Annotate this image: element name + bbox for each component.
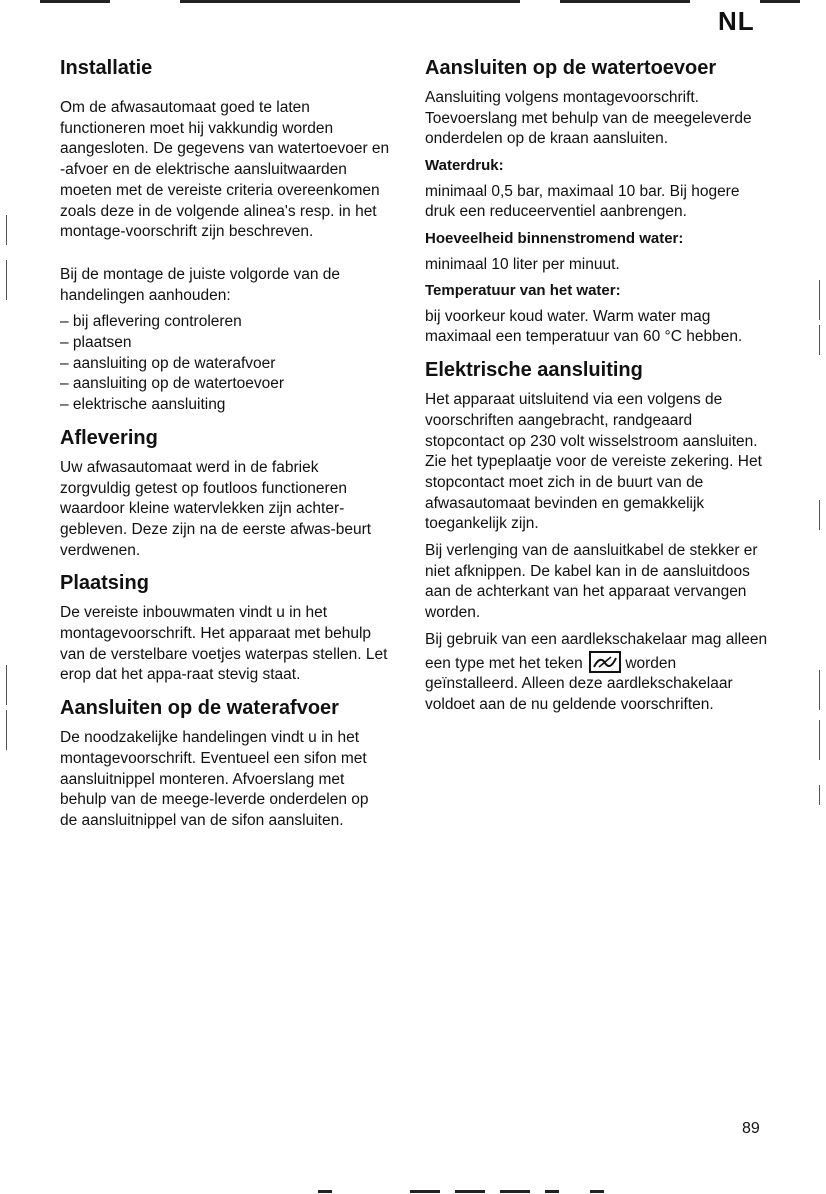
- scan-rule: [455, 1190, 485, 1193]
- list-item: – bij aflevering controleren: [60, 313, 242, 331]
- aflevering-heading: Aflevering: [60, 426, 158, 449]
- elektrisch-paragraph-1: Het apparaat uitsluitend via een volgens de voorschriften aangebracht, randgeaard stopcontact op 230 volt wisselstroom aansluiten. Zie het typeplaatje voor de vereiste zekering. Het stopcontact moet zich in de buurt van de afwasautomaat bevinden en gemakkelijk toegankelijk zijn.: [425, 391, 762, 533]
- scan-rule: [410, 1190, 440, 1193]
- installatie-paragraph: Om de afwasautomaat goed te laten functioneren moet hij vakkundig worden aangesloten. De gegevens van watertoevoer en -afvoer en de elektrische aansluitwaarden moeten met de vereiste criteria overeenkomen zoals deze in de volgende alinea's resp. in het montage-voorschrift zijn beschreven.: [60, 99, 390, 241]
- scan-rule: [760, 0, 800, 3]
- waterafvoer-heading: Aansluiten op de waterafvoer: [60, 697, 339, 720]
- scan-mark: [819, 670, 820, 710]
- list-item: – elektrische aansluiting: [60, 396, 226, 414]
- scan-rule: [500, 1190, 530, 1193]
- scan-mark: [819, 500, 820, 530]
- watertoevoer-heading: Aansluiten op de watertoevoer: [425, 57, 717, 79]
- installatie-order-paragraph: Bij de montage de juiste volgorde van de handelingen aanhouden:: [60, 265, 341, 304]
- scan-mark: [819, 785, 820, 805]
- installatie-steps: [60, 312, 390, 416]
- page-number: 89: [742, 1120, 760, 1137]
- scan-mark: [819, 280, 820, 320]
- earth-leakage-symbol-icon: [589, 651, 621, 673]
- right-column: [425, 56, 770, 722]
- temperatuur-subheading: Temperatuur van het water:: [425, 282, 621, 300]
- waterdruk-subheading: Waterdruk:: [425, 157, 504, 175]
- scan-mark: [6, 710, 7, 750]
- scan-mark: [819, 720, 820, 760]
- list-item: – aansluiting op de watertoevoer: [60, 375, 285, 393]
- elektrisch-paragraph-3-start: Bij gebruik van een aardlekschakelaar mag alleen een type met het teken: [425, 630, 768, 672]
- elektrisch-paragraph-3-end: worden geïnstalleerd. Alleen deze aardlekschakelaar voldoet aan de nu geldende voorschriften.: [425, 654, 733, 713]
- language-code: NL: [718, 6, 755, 36]
- installatie-heading: Installatie: [60, 57, 153, 79]
- aflevering-paragraph: Uw afwasautomaat werd in de fabriek zorgvuldig getest op foutloos functioneren waardoor kleine watervlekken zijn achter-gebleven. Deze zijn na de eerste afwas-beurt verdwenen.: [60, 458, 372, 559]
- waterafvoer-paragraph: De noodzakelijke handelingen vindt u in het montagevoorschrift. Eventueel een sifon met aansluitnippel monteren. Afvoerslang met behulp van de meege-leverde onderdelen op de aansluitnippel van de sifon aansluiten.: [60, 729, 369, 829]
- plaatsing-heading: Plaatsing: [60, 572, 149, 595]
- scan-mark: [6, 260, 7, 300]
- scan-rule: [318, 1190, 332, 1193]
- scan-rule: [40, 0, 110, 3]
- left-column: [60, 52, 390, 838]
- hoeveelheid-paragraph: minimaal 10 liter per minuut.: [425, 255, 620, 273]
- plaatsing-paragraph: De vereiste inbouwmaten vindt u in het montagevoorschrift. Het apparaat met behulp van de verstelbare voetjes waterpas stellen. Let erop dat het appa-raat stevig staat.: [60, 604, 388, 684]
- watertoevoer-paragraph: Aansluiting volgens montagevoorschrift. Toevoerslang met behulp van de meegeleverde onderdelen op de kraan aansluiten.: [425, 89, 752, 148]
- scan-mark: [6, 665, 7, 705]
- scan-mark: [819, 325, 820, 355]
- scan-rule: [560, 0, 690, 3]
- list-item: – aansluiting op de waterafvoer: [60, 354, 276, 372]
- scan-rule: [590, 1190, 604, 1193]
- list-item: – plaatsen: [60, 334, 132, 352]
- elektrische-aansluiting-heading: Elektrische aansluiting: [425, 359, 643, 382]
- scan-mark: [6, 215, 7, 245]
- scan-rule: [180, 0, 520, 3]
- hoeveelheid-subheading: Hoeveelheid binnenstromend water:: [425, 230, 684, 248]
- temperatuur-paragraph: bij voorkeur koud water. Warm water mag maximaal een temperatuur van 60 °C hebben.: [425, 307, 743, 346]
- waterdruk-paragraph: minimaal 0,5 bar, maximaal 10 bar. Bij hogere druk een reduceerventiel aanbrengen.: [425, 182, 740, 221]
- elektrisch-paragraph-2: Bij verlenging van de aansluitkabel de stekker er niet afknippen. De kabel kan in de aansluitdoos aan de achterkant van het apparaat vervangen worden.: [425, 542, 758, 622]
- scan-rule: [545, 1190, 559, 1193]
- elektrisch-paragraph-3: [425, 630, 770, 716]
